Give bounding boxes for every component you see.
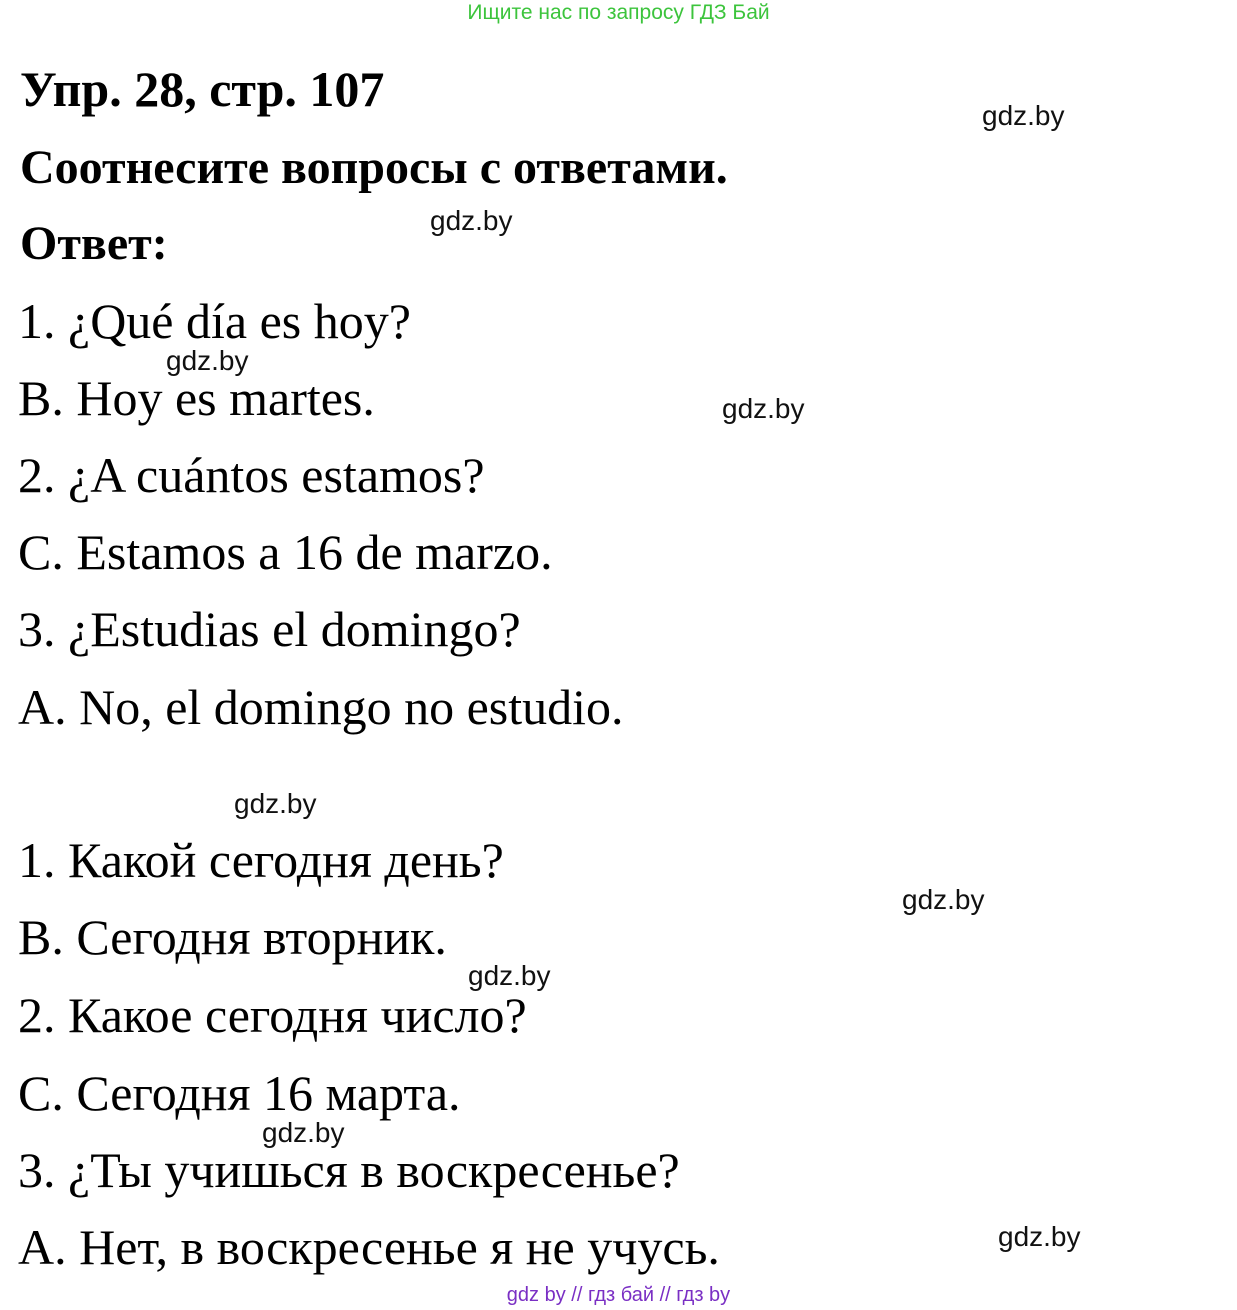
russian-line-5: 3. ¿Ты учишься в воскресенье? [18, 1142, 680, 1198]
russian-line-3: 2. Какое сегодня число? [18, 987, 527, 1043]
russian-line-4: С. Сегодня 16 марта. [18, 1065, 461, 1121]
watermark: gdz.by [998, 1221, 1081, 1252]
answer-label: Ответ: [20, 217, 168, 270]
watermark: gdz.by [722, 393, 805, 424]
watermark: gdz.by [234, 788, 317, 819]
watermark: gdz.by [430, 205, 513, 236]
spanish-line-6: A. No, el domingo no estudio. [18, 679, 624, 735]
spanish-line-5: 3. ¿Estudias el domingo? [18, 601, 521, 657]
watermark: gdz.by [982, 100, 1065, 131]
russian-line-1: 1. Какой сегодня день? [18, 832, 504, 888]
russian-line-6: А. Нет, в воскресенье я не учусь. [18, 1219, 720, 1275]
watermark: gdz.by [166, 345, 249, 376]
exercise-task: Соотнесите вопросы с ответами. [20, 141, 728, 194]
bottom-banner-text: gdz by // гдз бай // гдз by [506, 1284, 731, 1306]
watermark: gdz.by [468, 960, 551, 991]
watermark: gdz.by [262, 1117, 345, 1148]
watermark: gdz.by [902, 884, 985, 915]
spanish-line-3: 2. ¿A cuántos estamos? [18, 447, 485, 503]
spanish-line-4: C. Estamos a 16 de marzo. [18, 524, 553, 580]
spanish-line-2: B. Hoy es martes. [18, 370, 375, 426]
russian-line-2: В. Сегодня вторник. [18, 909, 447, 965]
spanish-line-1: 1. ¿Qué día es hoy? [18, 293, 411, 349]
exercise-title: Упр. 28, стр. 107 [20, 61, 385, 117]
top-banner-text: Ищите нас по запросу ГДЗ Бай [467, 1, 770, 24]
